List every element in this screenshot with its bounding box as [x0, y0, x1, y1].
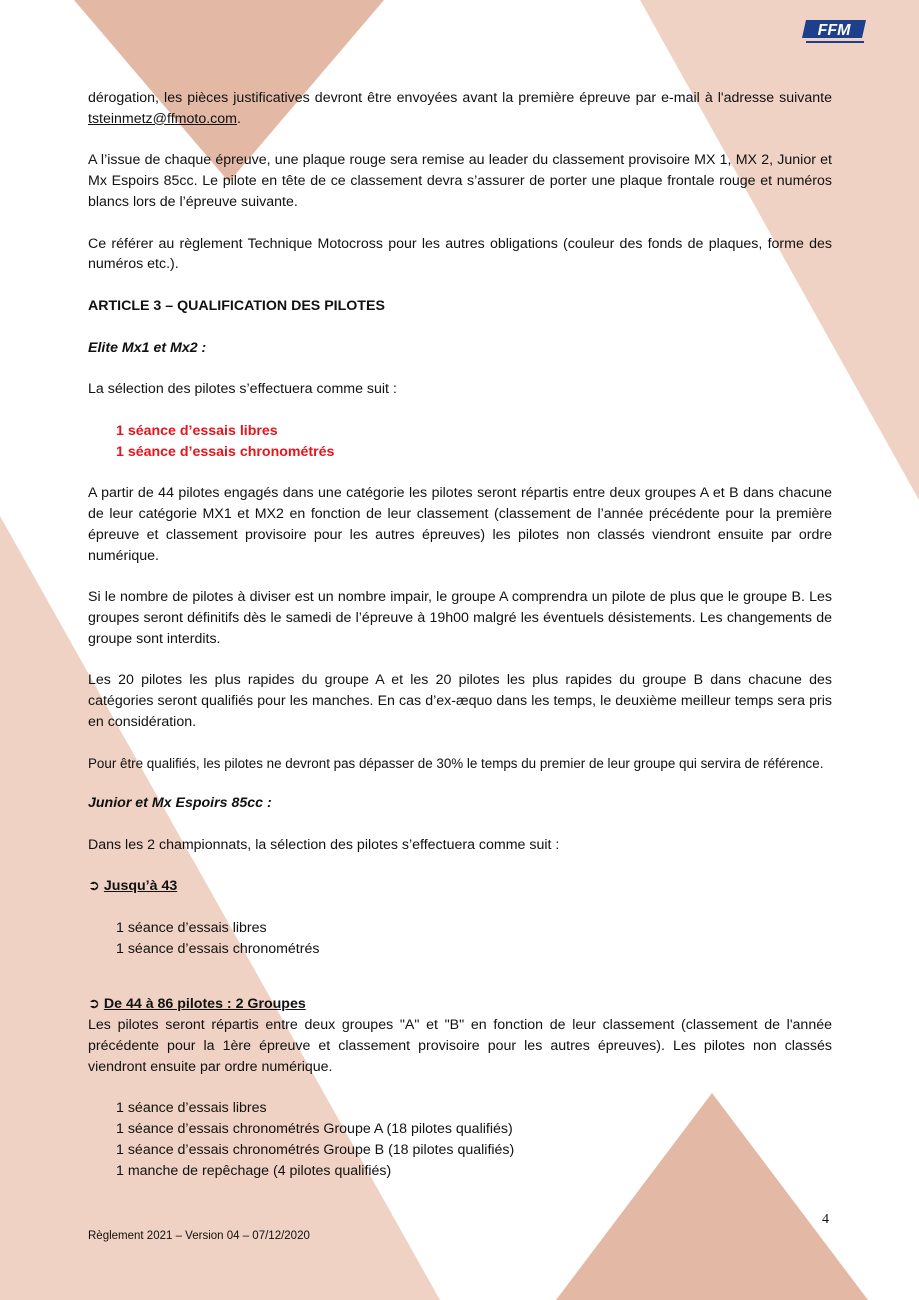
- paragraph-technical-rules: Ce référer au règlement Technique Motocross pour les autres obligations (couleur des fonds de plaques, forme des numéros etc.).: [88, 235, 832, 273]
- paragraph-two-groups: Les pilotes seront répartis entre deux groupes "A" et "B" en fonction de leur classement (classement de l'année précédente pour la 1ère épreuve et classement provisoire pour les autres épreuves). Les pilotes non classés viendront ensuite par ordre numérique.: [88, 1017, 832, 1075]
- paragraph-derogation: dérogation, les pièces justificatives devront être envoyées avant la première épreuve par e-mail à l'adresse suivante tsteinmetz@ffmoto.com.: [88, 90, 832, 127]
- arrow-right-icon: ➲: [88, 878, 100, 895]
- sub-heading-44-86: ➲ De 44 à 86 pilotes : 2 Groupes: [88, 996, 306, 1013]
- paragraph-red-plate: A l’issue de chaque épreuve, une plaque rouge sera remise au leader du classement provisoire MX 1, MX 2, Junior et Mx Espoirs 85cc. Le pilote en tête de ce classement devra s’assurer de porter une plaque frontale rouge et numéros blancs lors de l’épreuve suivante.: [88, 152, 832, 210]
- logo-text: FFM: [817, 22, 851, 39]
- paragraph-championships: Dans les 2 championnats, la sélection des pilotes s’effectuera comme suit :: [88, 836, 560, 853]
- footer-version: Règlement 2021 – Version 04 – 07/12/2020: [88, 1230, 310, 1242]
- list-item: 1 séance d’essais chronométrés: [116, 940, 320, 957]
- list-item: 1 séance d’essais chronométrés Groupe B (18 pilotes qualifiés): [116, 1142, 515, 1159]
- paragraph-selection: La sélection des pilotes s’effectuera comme suit :: [88, 381, 397, 398]
- paragraph-qualified: Les 20 pilotes les plus rapides du groupe A et les 20 pilotes les plus rapides du groupe B dans chacune des catégories seront qualifiés pour les manches. En cas d’ex-æquo dans les temps, le deuxième meilleur temps sera pris en considération.: [88, 672, 832, 730]
- page-number: 4: [822, 1212, 829, 1227]
- list-item: 1 séance d’essais chronométrés Groupe A (18 pilotes qualifiés): [116, 1121, 513, 1138]
- paragraph-groups: A partir de 44 pilotes engagés dans une catégorie les pilotes seront répartis entre deux groupes A et B dans chacune de leur catégorie MX1 et MX2 en fonction de leur classement (classement de l’année précédente pour la première épreuve et classement provisoire pour les autres épreuves) les pilotes non classés viendront ensuite par ordre numérique.: [88, 485, 832, 564]
- paragraph-30-percent: Pour être qualifiés, les pilotes ne devront pas dépasser de 30% le temps du premier de leur groupe qui servira de référence.: [88, 755, 824, 771]
- arrow-right-icon: ➲: [88, 996, 100, 1013]
- ffm-logo: [800, 14, 870, 48]
- list-item: 1 séance d’essais libres: [116, 1100, 267, 1117]
- sub-heading-up-to-43: ➲ Jusqu’à 43: [88, 878, 178, 895]
- list-item: 1 séance d’essais libres: [116, 920, 267, 937]
- document-body: [88, 88, 832, 1182]
- paragraph-odd-number: Si le nombre de pilotes à diviser est un nombre impair, le groupe A comprendra un pilote de plus que le groupe B. Les groupes seront définitifs dès le samedi de l’épreuve à 19h00 malgré les éventuels désistements. Les changements de groupe sont interdits.: [88, 589, 832, 647]
- red-list-item: 1 séance d’essais libres: [116, 422, 278, 439]
- red-list-item: 1 séance d’essais chronométrés: [116, 443, 335, 460]
- elite-heading: Elite Mx1 et Mx2 :: [88, 339, 207, 356]
- email-link[interactable]: tsteinmetz@ffmoto.com: [88, 110, 237, 127]
- junior-heading: Junior et Mx Espoirs 85cc :: [88, 795, 272, 812]
- article-heading: ARTICLE 3 – QUALIFICATION DES PILOTES: [88, 297, 385, 314]
- logo-underline: [806, 41, 864, 43]
- list-item: 1 manche de repêchage (4 pilotes qualifiés): [116, 1162, 392, 1179]
